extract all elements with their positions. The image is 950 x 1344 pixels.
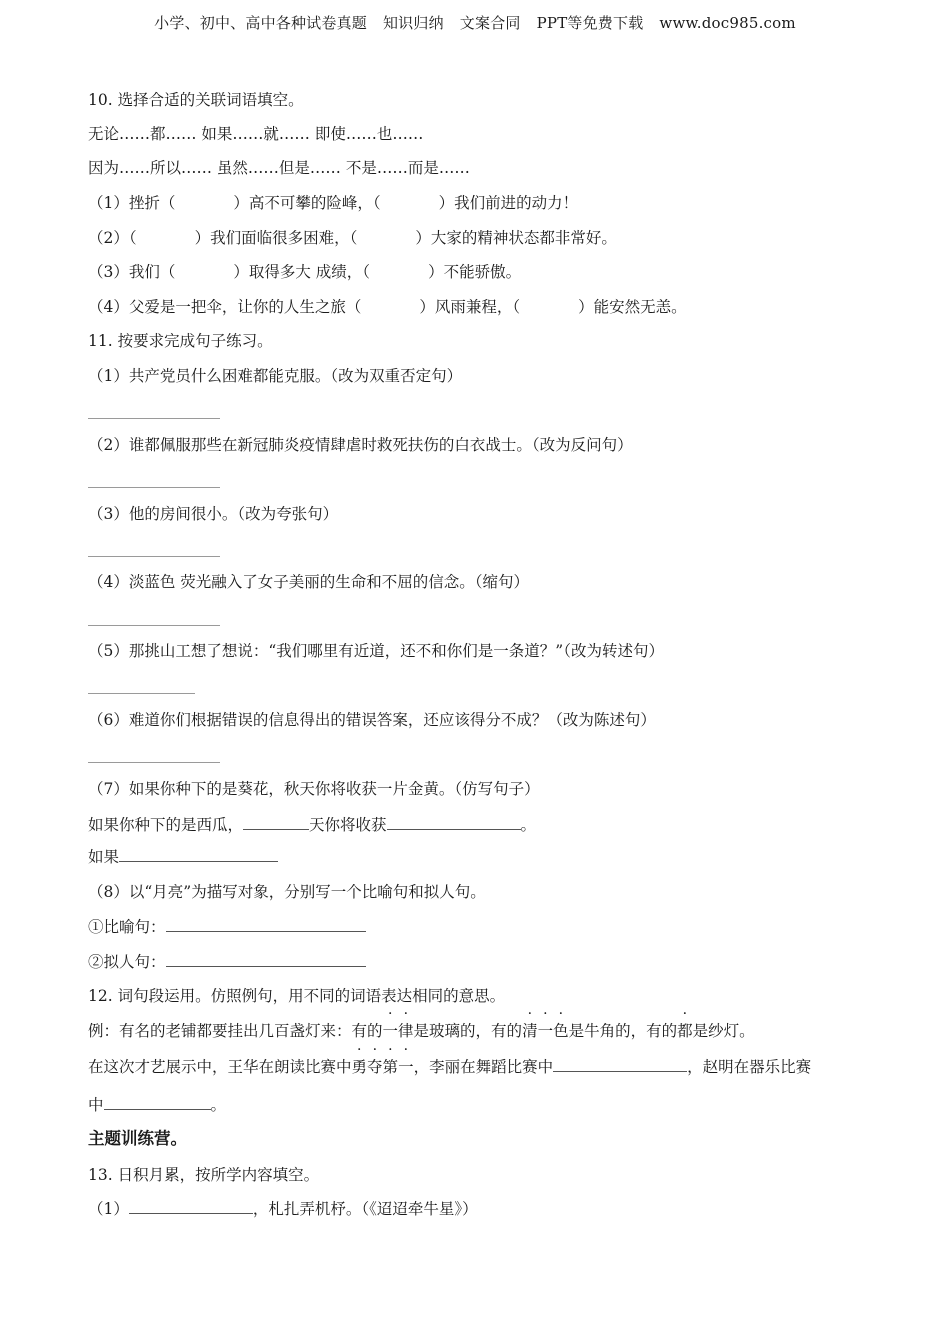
page-header [0, 12, 950, 33]
q13-item-1-text: ，札扎弄机杼。（《迢迢牵牛星》） [252, 1200, 478, 1218]
q11-item-8: （8）以“月亮”为描写对象，分别写一个比喻句和拟人句。 [88, 883, 486, 901]
q11-item-7-blank-2[interactable] [387, 815, 521, 830]
q11-item-7-fill-b [88, 846, 278, 868]
q12-example-keyword-2: 清一色 [522, 1022, 569, 1040]
q10-words-row-1: 无论……都…… 如果……就…… 即使……也…… [88, 125, 424, 143]
q11-item-8-personification-label: ②拟人句： [88, 953, 166, 971]
q11-answer-line-1[interactable] [88, 418, 220, 419]
q12-example-part-2: 是玻璃的，有的 [413, 1022, 523, 1040]
q11-item-7-fill-a-part-3: 。 [520, 816, 537, 834]
q11-item-3: （3）他的房间很小。（改为夸张句） [88, 505, 339, 523]
q11-item-8-simile-label: ①比喻句： [88, 918, 166, 936]
q11-item-7-blank-1[interactable] [243, 815, 309, 830]
q12-line-2-part-1: 中 [88, 1096, 104, 1114]
q11-item-7-fill-a-part-2: 天你将收获 [309, 816, 387, 834]
q10-item-4-blank-2[interactable] [520, 298, 578, 312]
q10-item-4 [88, 296, 687, 318]
q13-item-1-blank[interactable] [129, 1199, 253, 1214]
q10-item-4-blank-1[interactable] [361, 298, 419, 312]
q12-line-1-part-3: ，赵明在器乐比赛 [687, 1058, 812, 1076]
q11-item-5: （5）那挑山工想了想说：“我们哪里有近道，还不和你们是一条道？”（改为转述句） [88, 642, 664, 660]
q10-item-2 [88, 227, 617, 249]
q10-item-1-part-b: ）高不可攀的险峰，（ [233, 194, 381, 212]
q11-answer-line-5[interactable] [88, 693, 195, 694]
header-site: www.doc985.com [659, 14, 796, 32]
q12-line-2-part-2: 。 [210, 1096, 227, 1114]
q11-answer-line-2[interactable] [88, 487, 220, 488]
header-mid2: 文案合同 [459, 14, 521, 32]
q12-line-1-keyword: 勇夺第一 [351, 1058, 414, 1076]
q11-item-8-simile-blank[interactable] [166, 917, 366, 932]
q12-example-keyword-1: 一律 [382, 1022, 414, 1040]
q10-title: 10. 选择合适的关联词语填空。 [88, 91, 304, 109]
q12-line-2 [88, 1094, 226, 1116]
q10-item-4-part-b: ）风雨兼程，（ [419, 298, 521, 316]
q11-item-7-fill-a-part-1: 如果你种下的是西瓜， [88, 816, 244, 834]
q11-item-8-simile [88, 916, 366, 938]
q10-item-3-blank-2[interactable] [370, 263, 428, 277]
q10-item-2-blank-2[interactable] [357, 229, 415, 243]
section-heading: 主题训练营。 [88, 1129, 187, 1148]
q10-item-2-blank-1[interactable] [137, 229, 195, 243]
q11-item-7: （7）如果你种下的是葵花，秋天你将收获一片金黄。（仿写句子） [88, 780, 540, 798]
q10-item-1 [88, 192, 578, 214]
q10-item-1-blank-1[interactable] [175, 194, 233, 208]
q11-item-6: （6）难道你们根据错误的信息得出的错误答案，还应该得分不成？（改为陈述句） [88, 711, 656, 729]
q10-item-2-part-c: ）大家的精神状态都非常好。 [415, 229, 617, 247]
q13-item-1 [88, 1198, 478, 1220]
q10-item-2-part-a: （2）（ [88, 229, 137, 247]
q12-line-1-part-2: ，李丽在舞蹈比赛中 [413, 1058, 554, 1076]
q12-line-1 [88, 1056, 811, 1078]
q11-item-8-personification [88, 951, 366, 973]
q11-item-1: （1）共产党员什么困难都能克服。（改为双重否定句） [88, 367, 463, 385]
q11-item-8-personification-blank[interactable] [166, 952, 366, 967]
q10-item-2-part-b: ）我们面临很多困难，（ [194, 229, 358, 247]
q10-words-row-2: 因为……所以…… 虽然……但是…… 不是……而是…… [88, 159, 470, 177]
q11-item-7-fill-b-label: 如果 [88, 848, 120, 866]
q10-item-1-part-c: ）我们前进的动力！ [438, 194, 579, 212]
q11-item-7-fill-a [88, 814, 536, 836]
header-left: 小学、初中、高中各种试卷真题 [154, 14, 367, 32]
q10-item-1-blank-2[interactable] [381, 194, 439, 208]
q10-item-1-part-a: （1）挫折（ [88, 194, 176, 212]
q11-item-7-blank-3[interactable] [119, 847, 278, 862]
q12-example-part-1: 例：有名的老铺都要挂出几百盏灯来：有的 [88, 1022, 383, 1040]
q10-item-3-part-a: （3）我们（ [88, 263, 176, 281]
q10-item-3-part-b: ）取得多大 成绩，（ [233, 263, 371, 281]
q12-blank-2[interactable] [104, 1095, 211, 1110]
q11-answer-line-3[interactable] [88, 556, 220, 557]
q11-item-4: （4）淡蓝色 荧光融入了女子美丽的生命和不屈的信念。（缩句） [88, 573, 530, 591]
header-right: PPT等免费下载 [536, 14, 644, 32]
q12-example-part-3: 是牛角的，有的 [568, 1022, 678, 1040]
q12-blank-1[interactable] [553, 1057, 687, 1072]
q10-item-3 [88, 261, 521, 283]
q10-item-3-part-c: ）不能骄傲。 [428, 263, 522, 281]
q11-answer-line-6[interactable] [88, 762, 220, 763]
q10-item-4-part-a: （4）父爱是一把伞，让你的人生之旅（ [88, 298, 362, 316]
q13-title: 13. 日积月累，按所学内容填空。 [88, 1166, 320, 1184]
q12-example-part-4: 是纱灯。 [692, 1022, 755, 1040]
q10-item-4-part-c: ）能安然无恙。 [578, 298, 687, 316]
header-mid: 知识归纳 [382, 14, 444, 32]
q11-item-2: （2）谁都佩服那些在新冠肺炎疫情肆虐时救死扶伤的白衣战士。（改为反问句） [88, 436, 633, 454]
q10-item-3-blank-1[interactable] [175, 263, 233, 277]
q11-title: 11. 按要求完成句子练习。 [88, 332, 273, 350]
q12-example [88, 1020, 755, 1042]
q11-answer-line-4[interactable] [88, 625, 220, 626]
q12-title: 12. 词句段运用。仿照例句，用不同的词语表达相同的意思。 [88, 987, 506, 1005]
q13-item-1-label: （1） [88, 1200, 129, 1218]
q12-example-keyword-3: 都 [677, 1022, 693, 1040]
q12-line-1-part-1: 在这次才艺展示中，王华在朗读比赛中 [88, 1058, 352, 1076]
